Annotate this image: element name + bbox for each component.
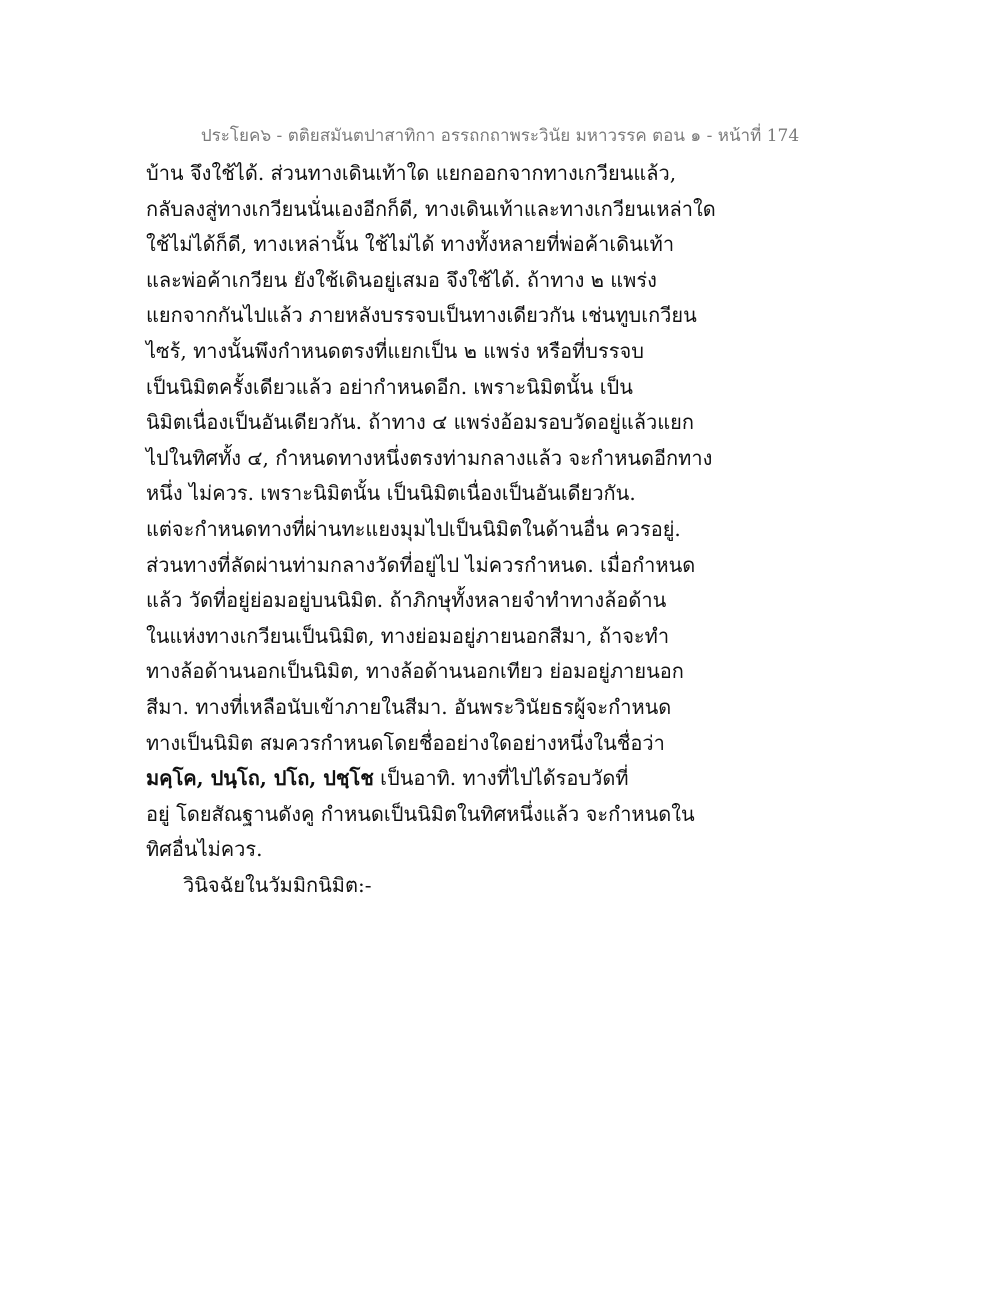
text-line: แยกจากกันไปแล้ว ภายหลังบรรจบเป็นทางเดียวกัน เช่นทูบเกวียน <box>146 303 697 328</box>
text-continuation: เป็นอาทิ. ทางที่ไปได้รอบวัดที่ <box>373 766 629 791</box>
text-line: ทิศอื่นไม่ควร. <box>146 837 263 862</box>
page-header: ประโยค๖ - ตติยสมันตปาสาทิกา อรรถกถาพระวินัย มหาวรรค ตอน ๑ - หน้าที่ 174 <box>200 126 800 146</box>
text-line: ใช้ไม่ได้ก็ดี, ทางเหล่านั้น ใช้ไม่ได้ ทางทั้งหลายที่พ่อค้าเดินเท้า <box>146 232 675 257</box>
text-line: ไซร้, ทางนั้นพึงกำหนดตรงที่แยกเป็น ๒ แพร่ง หรือที่บรรจบ <box>146 338 644 363</box>
text-line: ทางเป็นนิมิต สมควรกำหนดโดยชื่ออย่างใดอย่างหนึ่งในชื่อว่า <box>146 730 665 755</box>
text-line: สีมา. ทางที่เหลือนับเข้าภายในสีมา. อันพระวินัยธรผู้จะกำหนด <box>146 694 672 719</box>
text-line: หนึ่ง ไม่ควร. เพราะนิมิตนั้น เป็นนิมิตเนื่องเป็นอันเดียวกัน. <box>146 481 636 506</box>
text-line: กลับลงสู่ทางเกวียนนั่นเองอีกก็ดี, ทางเดินเท้าและทางเกวียนเหล่าใด <box>146 196 716 221</box>
text-line: แล้ว วัดที่อยู่ย่อมอยู่บนนิมิต. ถ้าภิกษุทั้งหลายจำทำทางล้อด้าน <box>146 588 667 613</box>
text-line: บ้าน จึงใช้ได้. ส่วนทางเดินเท้าใด แยกออกจากทางเกวียนแล้ว, <box>146 161 677 185</box>
section-heading-line: วินิจฉัยในวัมมิกนิมิต:- <box>183 872 372 897</box>
pali-terms: มคฺโค, ปนฺโถ, ปโถ, ปชฺโช <box>146 766 374 791</box>
text-line: ไปในทิศทั้ง ๔, กำหนดทางหนึ่งตรงท่ามกลางแล้ว จะกำหนดอีกทาง <box>146 445 713 470</box>
text-line: ส่วนทางที่ลัดผ่านท่ามกลางวัดที่อยู่ไป ไม่ควรกำหนด. เมื่อกำหนด <box>146 552 696 577</box>
text-line: แต่จะกำหนดทางที่ผ่านทะแยงมุมไปเป็นนิมิตในด้านอื่น ควรอยู่. <box>146 516 681 541</box>
text-line: เป็นนิมิตครั้งเดียวแล้ว อย่ากำหนดอีก. เพราะนิมิตนั้น เป็น <box>146 374 633 399</box>
text-line: นิมิตเนื่องเป็นอันเดียวกัน. ถ้าทาง ๔ แพร่งอ้อมรอบวัดอยู่แล้วแยก <box>146 410 694 435</box>
text-line: อยู่ โดยสัณฐานดังคู กำหนดเป็นนิมิตในทิศหนึ่งแล้ว จะกำหนดใน <box>146 801 695 826</box>
text-line: และพ่อค้าเกวียน ยังใช้เดินอยู่เสมอ จึงใช้ได้. ถ้าทาง ๒ แพร่ง <box>146 267 657 292</box>
body-text <box>146 156 726 903</box>
text-line: ทางล้อด้านนอกเป็นนิมิต, ทางล้อด้านนอกเทียว ย่อมอยู่ภายนอก <box>146 659 684 684</box>
text-line-with-pali-terms <box>146 761 726 797</box>
text-line: ในแห่งทางเกวียนเป็นนิมิต, ทางย่อมอยู่ภายนอกสีมา, ถ้าจะทำ <box>146 623 670 648</box>
